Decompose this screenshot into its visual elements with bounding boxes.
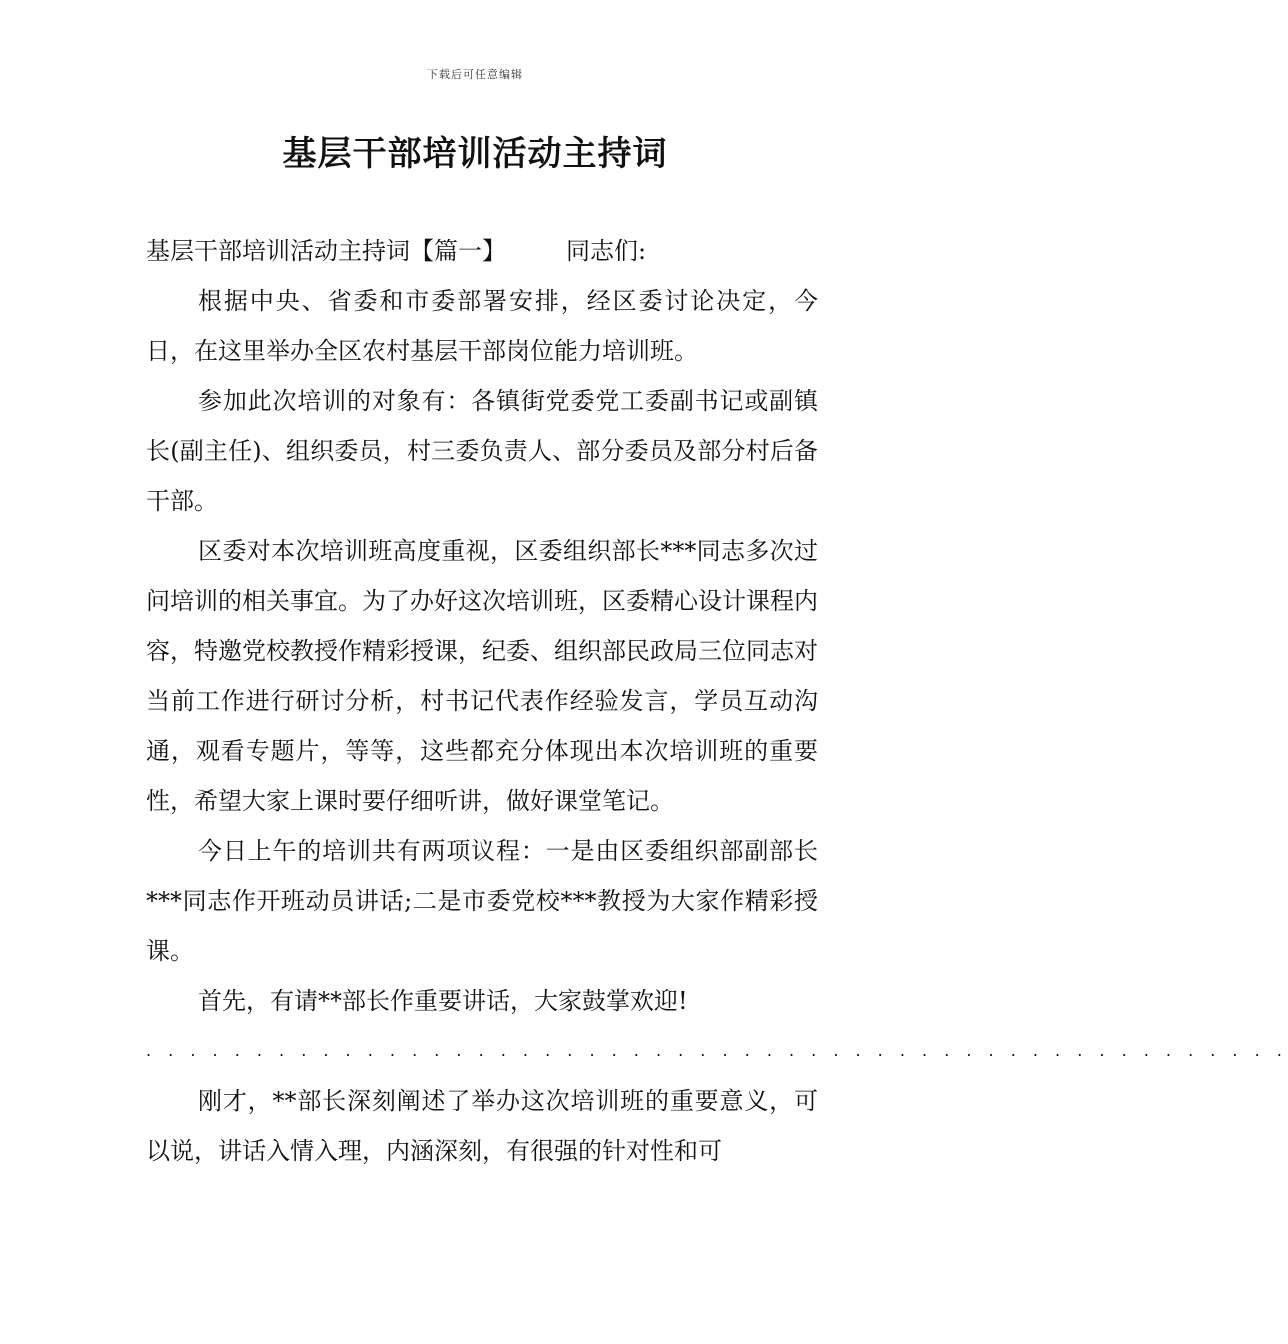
section-heading: 基层干部培训活动主持词【篇一】 <box>146 237 506 265</box>
paragraph: 今日上午的培训共有两项议程：一是由区委组织部副部长***同志作开班动员讲话;二是市委党校***教授为大家作精彩授课。 <box>146 837 818 965</box>
separator-dots: . . . . . . . . . . . . . . . . . . . . . . . . . . . . . . . . . . . . . . . . . . . . . . . . . . . . <box>146 1041 1288 1060</box>
document-body <box>146 226 1288 1176</box>
header-note: 下载后可任意编辑 <box>427 68 523 81</box>
paragraph: 首先，有请**部长作重要讲话，大家鼓掌欢迎! <box>198 987 688 1015</box>
paragraph: 区委对本次培训班高度重视，区委组织部长***同志多次过问培训的相关事宜。为了办好这次培训班，区委精心设计课程内容，特邀党校教授作精彩授课，纪委、组织部民政局三位同志对当前工作进行研讨分析，村书记代表作经验发言，学员互动沟通，观看专题片，等等，这些都充分体现出本次培训班的重要性，希望大家上课时要仔细听讲，做好课堂笔记。 <box>146 537 818 815</box>
paragraph: 参加此次培训的对象有：各镇街党委党工委副书记或副镇长(副主任)、组织委员，村三委负责人、部分委员及部分村后备干部。 <box>146 387 818 515</box>
paragraph: 根据中央、省委和市委部署安排，经区委讨论决定，今日，在这里举办全区农村基层干部岗位能力培训班。 <box>146 287 818 365</box>
greeting: 同志们: <box>566 237 647 265</box>
intro-line <box>146 226 818 276</box>
document-title: 基层干部培训活动主持词 <box>282 134 668 174</box>
paragraph: 刚才，**部长深刻阐述了举办这次培训班的重要意义，可以说，讲话入情入理，内涵深刻，有很强的针对性和可 <box>146 1087 818 1165</box>
